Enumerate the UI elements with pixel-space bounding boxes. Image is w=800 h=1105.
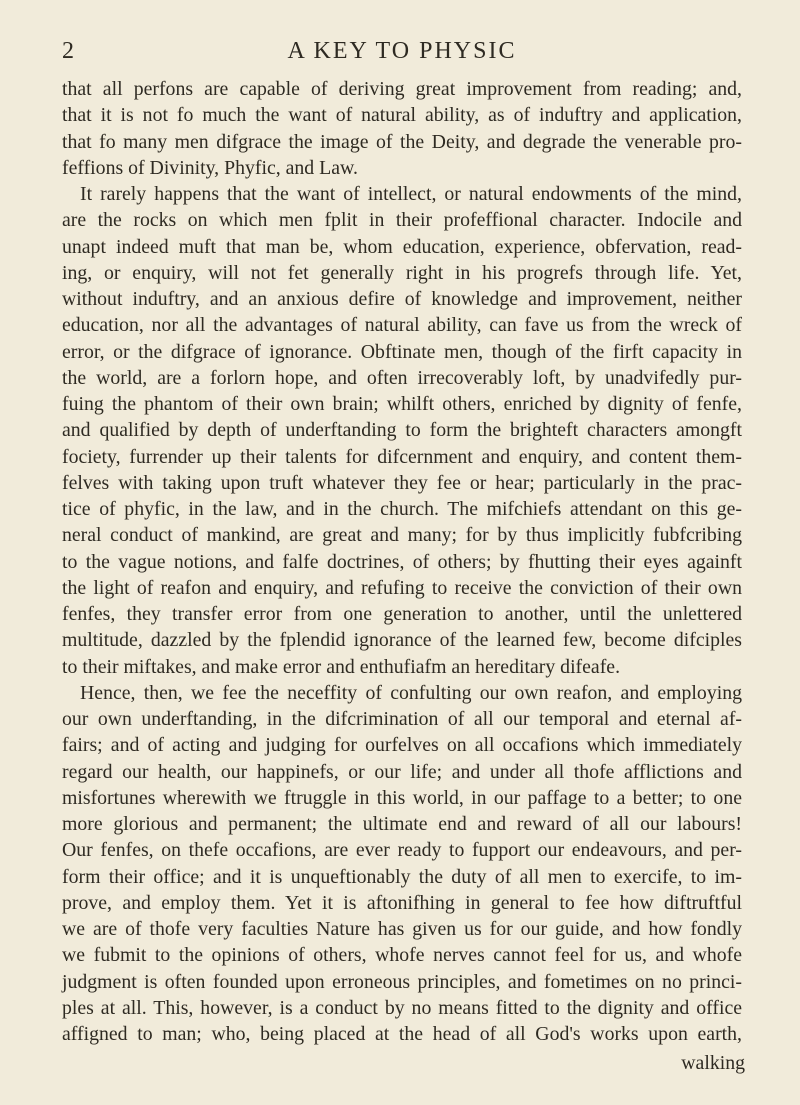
- catchword: walking: [681, 1052, 745, 1074]
- body-text: [62, 76, 742, 1047]
- text-line: more glorious and permanent; the ultimate end and reward of all our labours!: [62, 813, 742, 835]
- text-line: affigned to man; who, being placed at the head of all God's works upon earth,: [62, 1023, 742, 1045]
- text-line: fuing the phantom of their own brain; whilft others, enriched by dignity of fenfe,: [62, 393, 742, 415]
- text-line: ples at all. This, however, is a conduct by no means fitted to the dignity and office: [62, 996, 742, 1019]
- text-line: feffions of Divinity, Phyfic, and Law.: [62, 156, 358, 179]
- text-line: that it is not fo much the want of natural ability, as of induftry and application,: [62, 104, 742, 127]
- text-line: without induftry, and an anxious defire of knowledge and improvement, neither: [62, 288, 742, 310]
- text-line: form their office; and it is unqueftionably the duty of all men to exercife, to im-: [62, 865, 742, 888]
- text-line: misfortunes wherewith we ftruggle in this world, in our paffage to a better; to one: [62, 786, 742, 809]
- text-line: judgment is often founded upon erroneous principles, and fometimes on no princi-: [62, 970, 742, 993]
- text-line: tice of phyfic, in the law, and in the church. The mifchiefs attendant on this ge-: [62, 498, 742, 520]
- text-line: education, nor all the advantages of natural ability, can fave us from the wreck of: [62, 314, 742, 337]
- page-header: [62, 38, 742, 68]
- text-line: the world, are a forlorn hope, and often irrecoverably loft, by unadvifedly pur-: [62, 366, 742, 389]
- text-line: to their miftakes, and make error and enthufiafm an hereditary difeafe.: [62, 655, 621, 678]
- text-line: that fo many men difgrace the image of the Deity, and degrade the venerable pro-: [62, 130, 742, 153]
- text-line: multitude, dazzled by the fplendid ignorance of the learned few, become difciples: [62, 629, 742, 652]
- text-line: we fubmit to the opinions of others, whofe nerves cannot feel for us, and whofe: [62, 944, 742, 967]
- text-line: our own underftanding, in the difcrimination of all our temporal and eternal af-: [62, 708, 742, 730]
- text-line: Hence, then, we fee the neceffity of confulting our own reafon, and employing: [80, 681, 742, 704]
- text-line: Our fenfes, on thefe occafions, are ever ready to fupport our endeavours, and per-: [62, 839, 742, 862]
- text-line: the light of reafon and enquiry, and refufing to receive the conviction of their own: [62, 576, 742, 599]
- text-line: we are of thofe very faculties Nature has given us for our guide, and how fondly: [62, 918, 742, 940]
- text-line: prove, and employ them. Yet it is aftonifhing in general to fee how diftruftful: [62, 891, 742, 914]
- text-line: ing, or enquiry, will not fet generally right in his progrefs through life. Yet,: [62, 261, 742, 284]
- text-line: to the vague notions, and falfe doctrines, of others; by fhutting their eyes againft: [62, 550, 742, 573]
- text-line: fociety, furrender up their talents for difcernment and enquiry, and content them-: [62, 445, 742, 468]
- text-line: error, or the difgrace of ignorance. Obftinate men, though of the firft capacity in: [62, 340, 742, 363]
- text-line: and qualified by depth of underftanding to form the brighteft characters amongft: [62, 419, 742, 442]
- running-title: A KEY TO PHYSIC: [287, 38, 517, 64]
- text-line: fenfes, they transfer error from one generation to another, until the unlettered: [62, 603, 742, 625]
- text-line: felves with taking upon truft whatever they fee or hear; particularly in the prac-: [62, 471, 742, 494]
- text-line: that all perfons are capable of deriving great improvement from reading; and,: [62, 78, 742, 100]
- text-line: It rarely happens that the want of intellect, or natural endowments of the mind,: [80, 183, 742, 205]
- text-line: are the rocks on which men fplit in their profeffional character. Indocile and: [62, 209, 742, 232]
- page-number: 2: [62, 38, 75, 64]
- text-line: unapt indeed muft that man be, whom education, experience, obfervation, read-: [62, 235, 742, 258]
- text-line: neral conduct of mankind, are great and many; for by thus implicitly fubfcribing: [62, 524, 742, 547]
- text-line: regard our health, our happinefs, or our life; and under all thofe afflictions and: [62, 760, 742, 783]
- text-line: fairs; and of acting and judging for ourfelves on all occafions which immediately: [62, 734, 742, 757]
